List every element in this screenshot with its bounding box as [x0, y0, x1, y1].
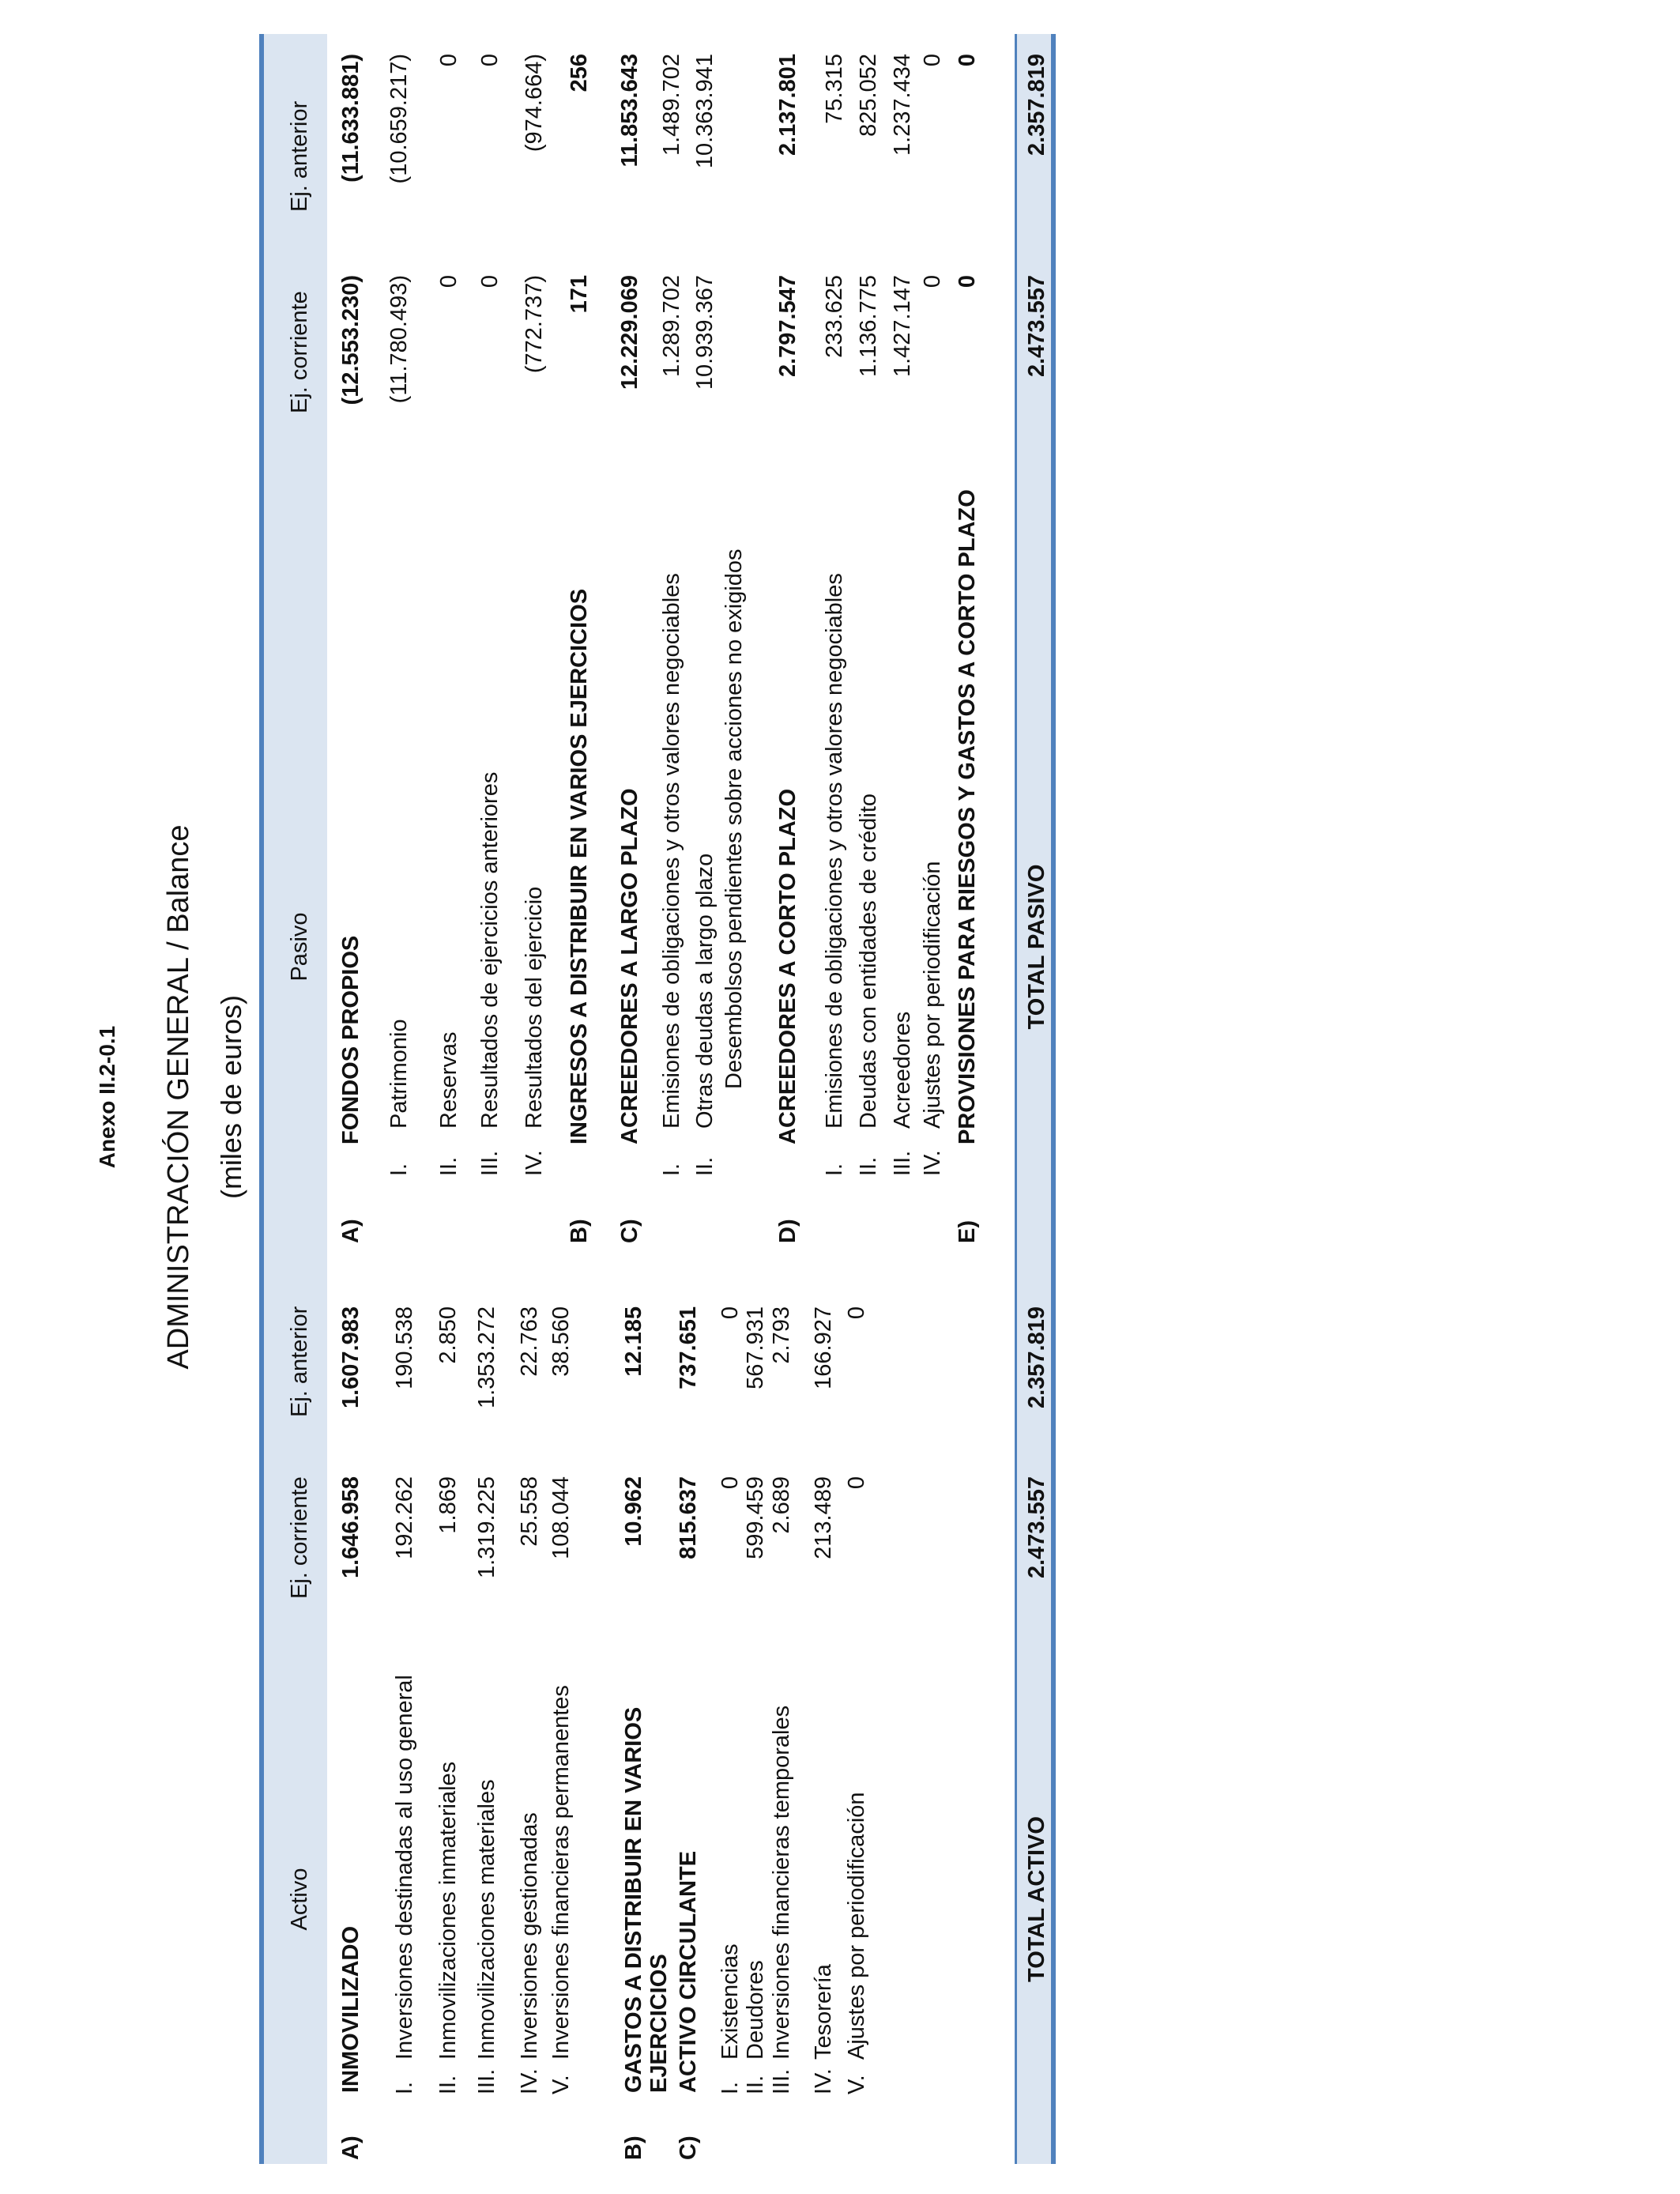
activo-row-label: Inversiones gestionadas [517, 1812, 542, 2060]
activo-row-letter: C) [676, 2136, 701, 2160]
activo-row-previous: 2.850 [435, 1306, 461, 1364]
activo-row-current: 815.637 [676, 1476, 701, 1559]
pasivo-row-previous: 0 [477, 54, 503, 67]
activo-row-label: Inversiones financieras permanentes [548, 1685, 574, 2060]
activo-row-letter: I. [392, 2081, 417, 2094]
total-activo-current: 2.473.557 [1024, 1476, 1049, 1579]
activo-row-previous: 12.185 [621, 1306, 646, 1377]
pasivo-row-previous: (10.659.217) [386, 54, 412, 184]
header-activo-current: Ej. corriente [287, 1476, 312, 1599]
pasivo-row-previous: 75.315 [822, 54, 847, 124]
total-activo-label: TOTAL ACTIVO [1024, 1816, 1049, 1982]
activo-row-current: 1.319.225 [474, 1476, 499, 1579]
activo-row-label: INMOVILIZADO [338, 1925, 363, 2093]
pasivo-row-label: Patrimonio [386, 1019, 412, 1129]
pasivo-row-letter: I. [659, 1163, 684, 1176]
activo-row-current: 0 [718, 1476, 743, 1490]
activo-row-previous: 567.931 [743, 1306, 768, 1389]
activo-row-previous: 22.763 [517, 1306, 542, 1377]
activo-row-label: Tesorería [811, 1964, 836, 2060]
pasivo-row-current: 0 [436, 275, 461, 288]
pasivo-row-current: (772.737) [522, 275, 547, 374]
pasivo-row-current: 171 [567, 275, 592, 314]
pasivo-row-label: Resultados de ejercicios anteriores [477, 771, 503, 1129]
activo-row-letter: V. [844, 2075, 869, 2094]
activo-row-label: Inversiones financieras temporales [769, 1705, 794, 2060]
activo-row-label: Inmovilizaciones materiales [474, 1779, 499, 2060]
activo-row-current: 192.262 [392, 1476, 417, 1559]
pasivo-row-label: PROVISIONES PARA RIESGOS Y GASTOS A CORTO PLAZO [955, 489, 980, 1144]
pasivo-row-letter: IV. [920, 1150, 945, 1176]
pasivo-row-label: Resultados del ejercicio [522, 886, 547, 1129]
pasivo-row-letter: I. [386, 1163, 412, 1176]
activo-row-previous: 190.538 [392, 1306, 417, 1389]
activo-row-letter: II. [435, 2075, 461, 2094]
total-activo-previous: 2.357.819 [1024, 1306, 1049, 1409]
pasivo-row-letter: B) [567, 1219, 592, 1243]
activo-row-label: Inversiones destinadas al uso general [392, 1675, 417, 2060]
activo-row-letter: A) [338, 2136, 363, 2160]
pasivo-row-previous: 2.137.801 [775, 54, 800, 156]
activo-row-letter: I. [718, 2081, 743, 2094]
pasivo-row-current: (11.780.493) [386, 275, 412, 404]
activo-row-current: 1.646.958 [338, 1476, 363, 1579]
activo-row-previous: 737.651 [676, 1306, 701, 1389]
header-activo: Activo [287, 1868, 312, 1931]
pasivo-row-current: 233.625 [822, 275, 847, 358]
pasivo-row-current: (12.553.230) [338, 275, 363, 405]
activo-row-label: Inmovilizaciones inmateriales [435, 1761, 461, 2060]
pasivo-row-previous: (974.664) [522, 54, 547, 153]
page-title: ADMINISTRACIÓN GENERAL / Balance [162, 824, 195, 1370]
pasivo-row-label: Reservas [436, 1031, 461, 1129]
pasivo-row-current: 2.797.547 [775, 275, 800, 378]
pasivo-row-label: Emisiones de obligaciones y otros valores negociables [659, 573, 684, 1129]
total-pasivo-previous: 2.357.819 [1024, 54, 1049, 156]
total-pasivo-label: TOTAL PASIVO [1024, 864, 1049, 1030]
pasivo-row-letter: E) [955, 1220, 980, 1243]
activo-row-label: GASTOS A DISTRIBUIR EN VARIOS EJERCICIOS [621, 1706, 672, 2093]
activo-row-previous: 38.560 [548, 1306, 574, 1377]
header-pasivo: Pasivo [287, 912, 312, 982]
pasivo-row-current: 12.229.069 [617, 275, 642, 390]
pasivo-row-current: 0 [477, 275, 503, 288]
total-pasivo-current: 2.473.557 [1024, 275, 1049, 378]
pasivo-row-letter: II. [436, 1156, 461, 1176]
pasivo-row-letter: II. [692, 1156, 718, 1176]
balance-table [259, 34, 1056, 2164]
pasivo-row-letter: I. [822, 1163, 847, 1176]
pasivo-row-letter: A) [338, 1219, 363, 1243]
activo-row-previous: 0 [844, 1306, 869, 1320]
activo-row-previous: 2.793 [769, 1306, 794, 1364]
activo-row-current: 1.869 [435, 1476, 461, 1534]
pasivo-row-previous: 1.237.434 [890, 54, 915, 156]
activo-row-label: Deudores [743, 1960, 768, 2060]
pasivo-row-label: ACREEDORES A CORTO PLAZO [775, 788, 800, 1144]
pasivo-row-current: 1.427.147 [890, 275, 915, 378]
activo-row-current: 108.044 [548, 1476, 574, 1559]
pasivo-row-letter: IV. [522, 1150, 547, 1176]
pasivo-row-previous: (11.633.881) [338, 54, 363, 183]
annex-label: Anexo II.2-0.1 [95, 1025, 119, 1169]
activo-row-letter: III. [474, 2068, 499, 2094]
activo-row-letter: II. [743, 2075, 768, 2094]
pasivo-row-current: 1.289.702 [659, 275, 684, 378]
pasivo-row-label: Otras deudas a largo plazo [692, 853, 718, 1129]
pasivo-row-letter: III. [890, 1150, 915, 1176]
pasivo-row-previous: 11.853.643 [617, 54, 642, 168]
activo-row-current: 25.558 [517, 1476, 542, 1547]
pasivo-row-current: 10.939.367 [692, 275, 718, 390]
pasivo-row-letter: III. [477, 1150, 503, 1176]
activo-row-previous: 1.607.983 [338, 1306, 363, 1409]
activo-row-current: 599.459 [743, 1476, 768, 1559]
units-subtitle: (miles de euros) [215, 994, 247, 1200]
pasivo-row-current: 0 [955, 275, 980, 288]
pasivo-row-label: FONDOS PROPIOS [338, 935, 363, 1144]
activo-row-current: 0 [844, 1476, 869, 1490]
pasivo-row-previous: 0 [436, 54, 461, 67]
activo-row-letter: III. [769, 2068, 794, 2094]
pasivo-row-previous: 10.363.941 [692, 54, 718, 169]
header-pasivo-current: Ej. corriente [287, 291, 312, 413]
pasivo-row-current: 0 [920, 275, 945, 288]
activo-row-current: 2.689 [769, 1476, 794, 1534]
activo-row-letter: B) [621, 2136, 646, 2160]
pasivo-row-label: Desembolsos pendientes sobre acciones no exigidos [721, 548, 747, 1089]
pasivo-row-letter: D) [775, 1219, 800, 1243]
activo-row-label: ACTIVO CIRCULANTE [676, 1850, 701, 2093]
pasivo-row-label: ACREEDORES A LARGO PLAZO [617, 788, 642, 1144]
activo-row-label: Ajustes por periodificación [844, 1792, 869, 2060]
pasivo-row-label: Deudas con entidades de crédito [856, 793, 881, 1129]
pasivo-row-letter: C) [617, 1219, 642, 1243]
pasivo-row-current: 1.136.775 [856, 275, 881, 378]
activo-row-previous: 1.353.272 [474, 1306, 499, 1409]
pasivo-row-letter: II. [856, 1156, 881, 1176]
activo-row-current: 213.489 [811, 1476, 836, 1559]
activo-row-letter: V. [548, 2075, 574, 2094]
pasivo-row-previous: 1.489.702 [659, 54, 684, 156]
activo-row-current: 10.962 [621, 1476, 646, 1547]
activo-row-letter: IV. [517, 2068, 542, 2094]
activo-row-previous: 166.927 [811, 1306, 836, 1389]
pasivo-row-previous: 256 [567, 54, 592, 92]
pasivo-row-previous: 825.052 [856, 54, 881, 137]
pasivo-row-label: Ajustes por periodificación [920, 861, 945, 1129]
activo-row-label: Existencias [718, 1943, 743, 2060]
header-activo-previous: Ej. anterior [287, 1306, 312, 1417]
pasivo-row-label: INGRESOS A DISTRIBUIR EN VARIOS EJERCICIOS [567, 588, 592, 1144]
pasivo-row-previous: 0 [955, 54, 980, 67]
pasivo-row-label: Emisiones de obligaciones y otros valores negociables [822, 573, 847, 1129]
pasivo-row-label: Acreedores [890, 1011, 915, 1129]
activo-row-letter: IV. [811, 2068, 836, 2094]
header-pasivo-previous: Ej. anterior [287, 100, 312, 212]
activo-row-previous: 0 [718, 1306, 743, 1320]
pasivo-row-previous: 0 [920, 54, 945, 67]
